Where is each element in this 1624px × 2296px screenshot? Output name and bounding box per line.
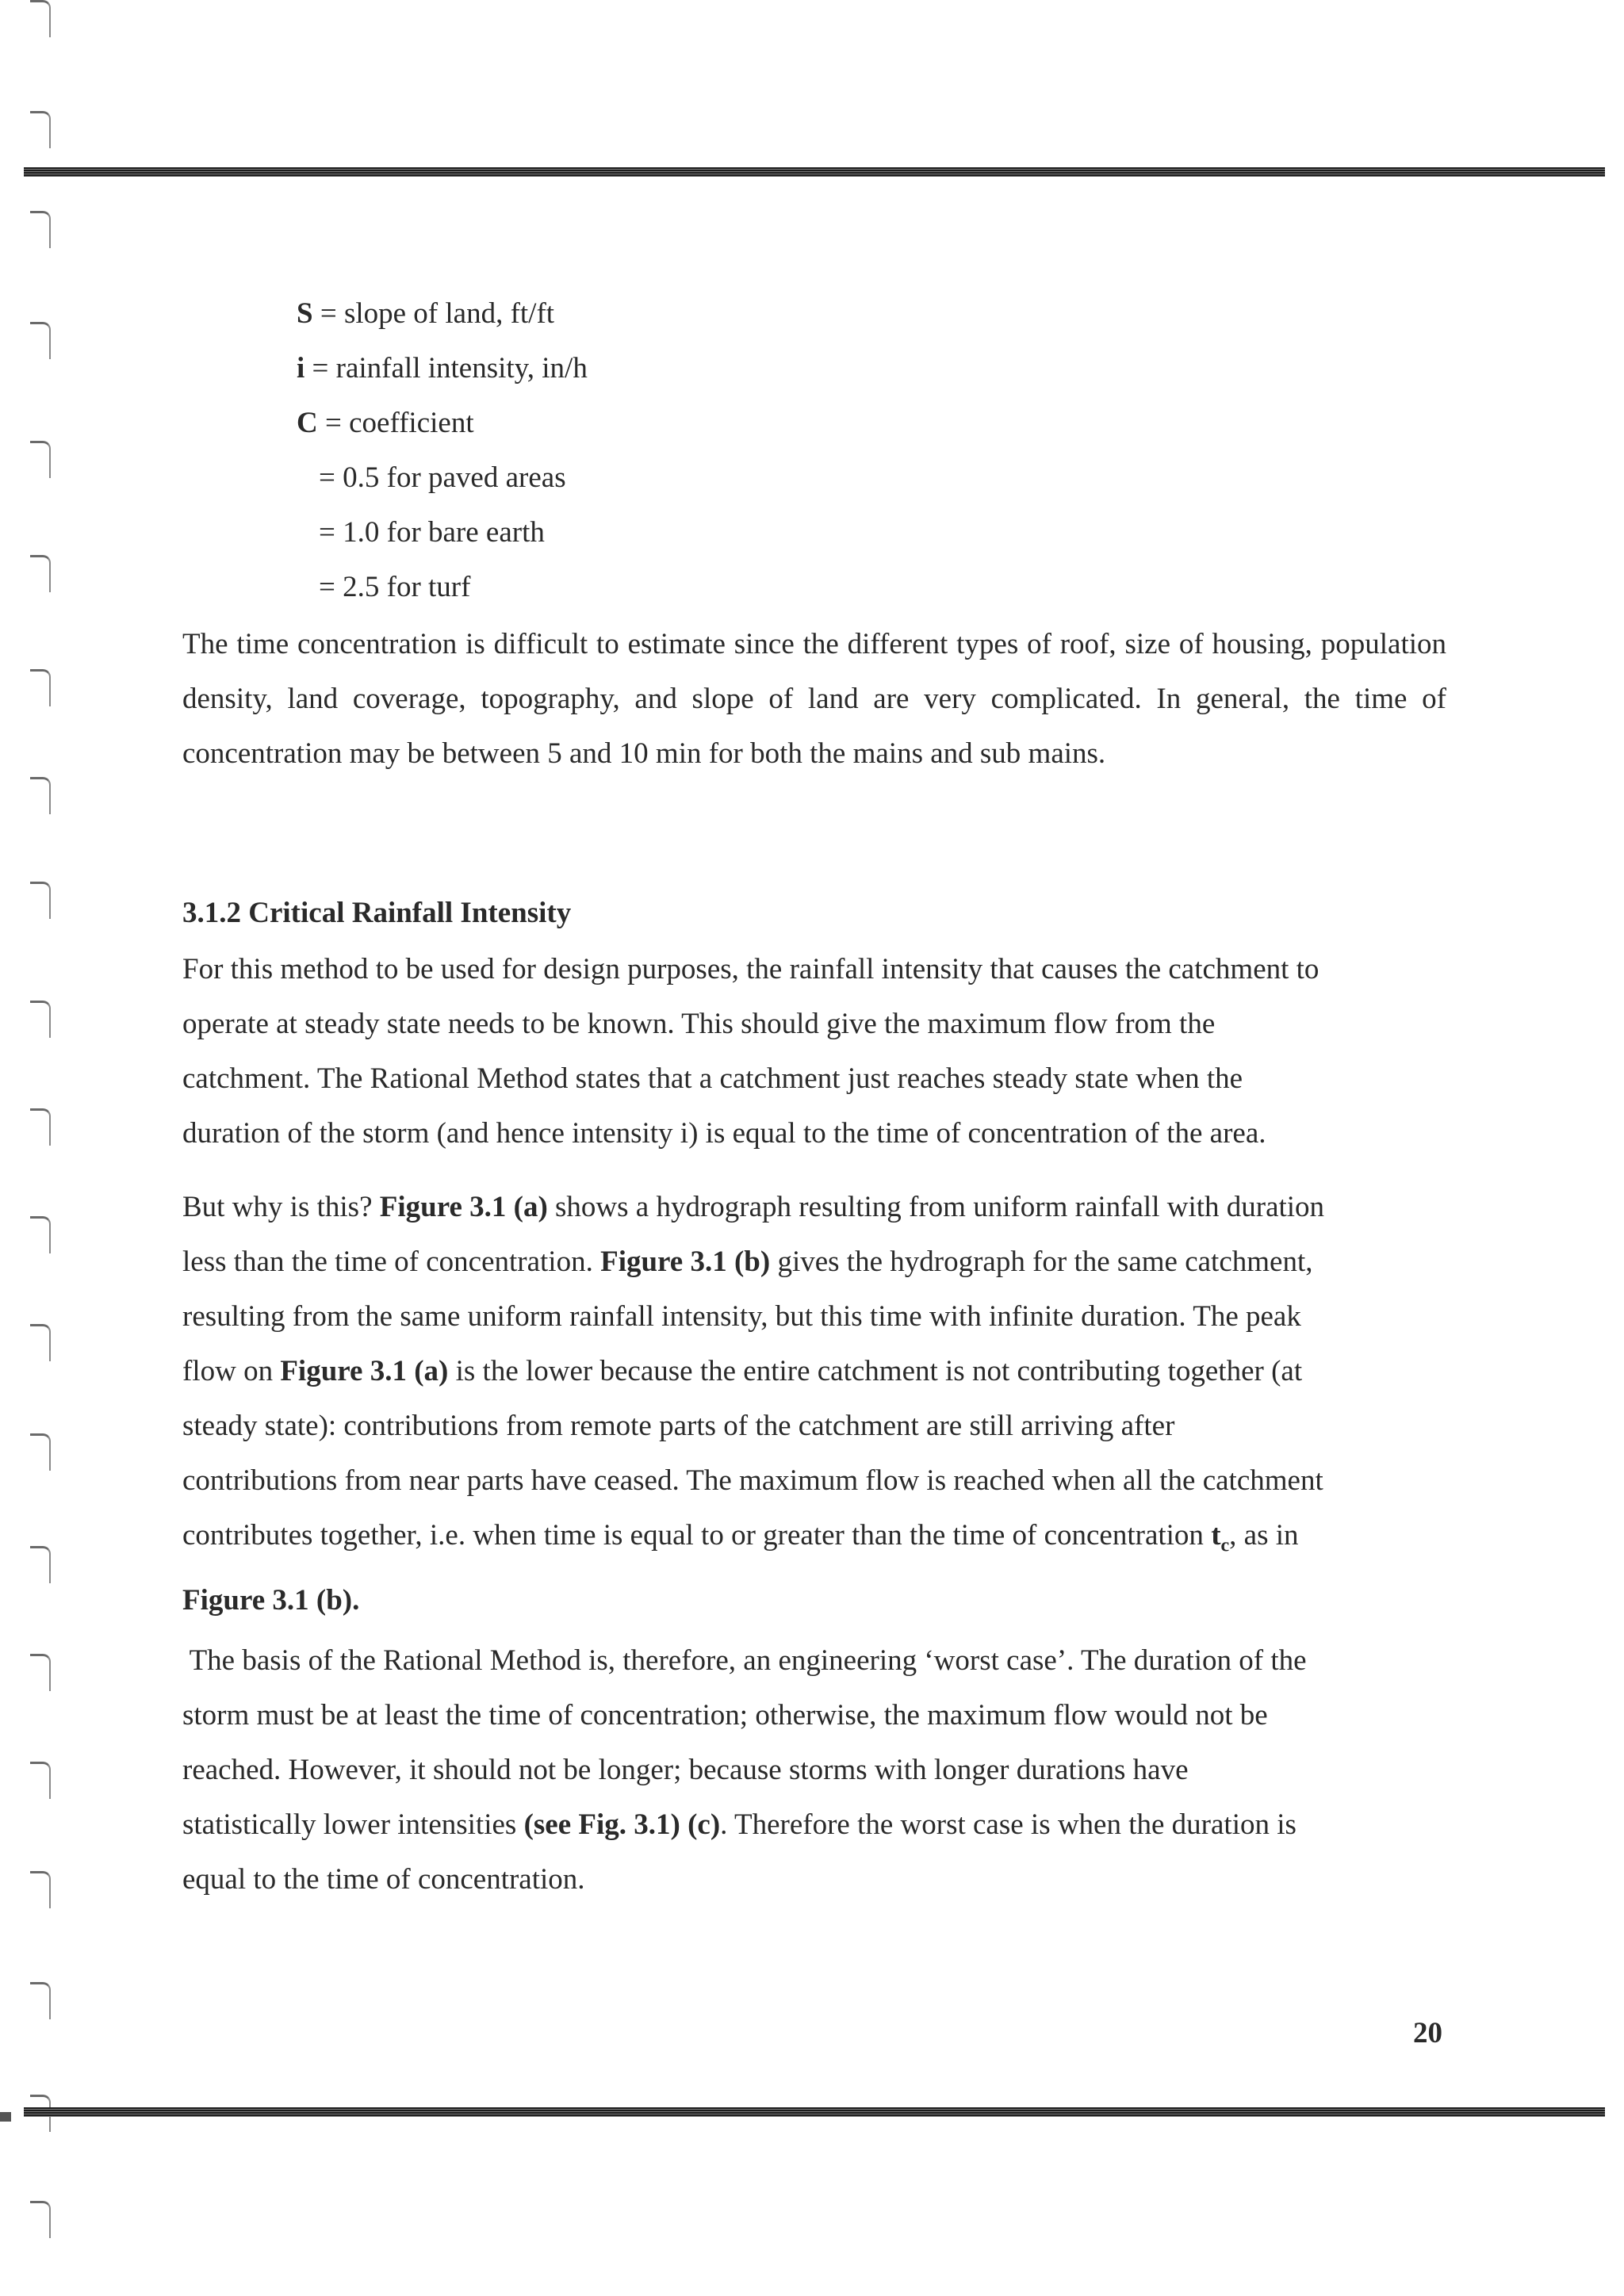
- text-line: storm must be at least the time of concentration; otherwise, the maximum flow would not be: [182, 1699, 1268, 1732]
- definition-text: = coefficient: [317, 407, 474, 439]
- symbol-c: C: [297, 407, 318, 439]
- text-line: [182, 1508, 1467, 1573]
- definition-text: = 0.5 for paved areas: [319, 461, 566, 494]
- header-rule: [24, 167, 1605, 177]
- subscript-c: c: [1220, 1535, 1230, 1556]
- binding-hook: [30, 0, 51, 37]
- definition-text: = rainfall intensity, in/h: [304, 352, 588, 385]
- text-run: gives the hydrograph for the same catchment,: [770, 1246, 1313, 1278]
- definition-coefficient: [297, 405, 474, 442]
- text-line: duration of the storm (and hence intensity i) is equal to the time of concentration of the area.: [182, 1117, 1266, 1150]
- text-line: [182, 1797, 1467, 1852]
- binding-hook: [30, 669, 51, 706]
- text-run: , as in: [1229, 1519, 1299, 1552]
- figure-reference: Figure 3.1 (b): [600, 1246, 771, 1278]
- section-heading: 3.1.2 Critical Rainfall Intensity: [182, 897, 572, 929]
- paragraph-time-concentration: The time concentration is difficult to estimate since the different types of roof, size of housing, population density, land coverage, topography, and slope of land are very complicated. In general, the time of concentration may be between 5 and 10 min for both the mains and sub mains.: [182, 628, 1446, 770]
- binding-hook: [30, 1216, 51, 1253]
- paragraph-basis: [182, 1633, 1467, 1907]
- text-line: steady state): contributions from remote parts of the catchment are still arriving after: [182, 1410, 1175, 1442]
- binding-hook: [30, 441, 51, 478]
- definition-text: = 2.5 for turf: [319, 571, 471, 603]
- binding-hook: [30, 555, 51, 592]
- text-line: For this method to be used for design purposes, the rainfall intensity that causes the catchment to: [182, 953, 1320, 985]
- definition-slope: [297, 296, 554, 332]
- text-line: operate at steady state needs to be known. This should give the maximum flow from the: [182, 1008, 1216, 1040]
- footer-rule-mark: [0, 2112, 11, 2122]
- symbol-i: i: [297, 352, 305, 385]
- text-run: is the lower because the entire catchment is not contributing together (at: [448, 1355, 1303, 1387]
- coefficient-bare-earth: [319, 515, 545, 551]
- text-line: reached. However, it should not be longer; because storms with longer durations have: [182, 1754, 1189, 1786]
- text-run: shows a hydrograph resulting from uniform rainfall with duration: [547, 1191, 1325, 1223]
- text-line: resulting from the same uniform rainfall intensity, but this time with infinite duration. The peak: [182, 1300, 1301, 1333]
- paragraph-why: [182, 1180, 1467, 1628]
- text-line: equal to the time of concentration.: [182, 1863, 585, 1896]
- binding-hook: [30, 1324, 51, 1361]
- footer-rule: [24, 2107, 1605, 2117]
- text-run: . Therefore the worst case is when the duration is: [720, 1808, 1297, 1841]
- symbol-s: S: [297, 297, 313, 330]
- definition-text: = slope of land, ft/ft: [312, 297, 555, 330]
- coefficient-turf: [319, 569, 470, 606]
- text-line: [182, 1344, 1467, 1399]
- text-run: contributes together, i.e. when time is equal to or greater than the time of concentration: [182, 1519, 1212, 1552]
- binding-hook: [30, 1982, 51, 2019]
- binding-hook: [30, 111, 51, 148]
- text-line: [182, 1180, 1467, 1234]
- binding-hook: [30, 1871, 51, 1908]
- binding-hook: [30, 211, 51, 248]
- binding-hook: [30, 1108, 51, 1146]
- page-number: 20: [1413, 2017, 1442, 2049]
- text-line: contributions from near parts have ceased. The maximum flow is reached when all the catchment: [182, 1464, 1323, 1497]
- coefficient-paved: [319, 460, 566, 496]
- text-run: flow on: [182, 1355, 281, 1387]
- text-line: The basis of the Rational Method is, therefore, an engineering ‘worst case’. The duration of the: [182, 1644, 1307, 1677]
- text-run: less than the time of concentration.: [182, 1246, 601, 1278]
- figure-reference: Figure 3.1 (a): [280, 1355, 449, 1387]
- binding-hook: [30, 1001, 51, 1038]
- binding-hook: [30, 322, 51, 359]
- binding-hook: [30, 777, 51, 814]
- definition-intensity: [297, 350, 588, 387]
- figure-reference: (see Fig. 3.1) (c): [523, 1808, 721, 1841]
- text-run: But why is this?: [182, 1191, 380, 1223]
- binding-hook: [30, 2201, 51, 2238]
- binding-hook: [30, 1546, 51, 1583]
- definition-text: = 1.0 for bare earth: [319, 516, 545, 549]
- figure-reference: Figure 3.1 (b).: [182, 1584, 360, 1617]
- text-run: statistically lower intensities: [182, 1808, 524, 1841]
- paragraph-design: [182, 942, 1467, 1161]
- binding-hook: [30, 1654, 51, 1691]
- text-line: [182, 1234, 1467, 1289]
- text-line: [182, 1573, 1467, 1628]
- time-of-concentration-symbol: [1211, 1519, 1230, 1556]
- binding-hook: [30, 1433, 51, 1471]
- text-line: catchment. The Rational Method states that a catchment just reaches steady state when the: [182, 1062, 1243, 1095]
- binding-hook: [30, 882, 51, 919]
- symbol-t: t: [1211, 1519, 1221, 1552]
- binding-hook: [30, 1762, 51, 1799]
- figure-reference: Figure 3.1 (a): [379, 1191, 548, 1223]
